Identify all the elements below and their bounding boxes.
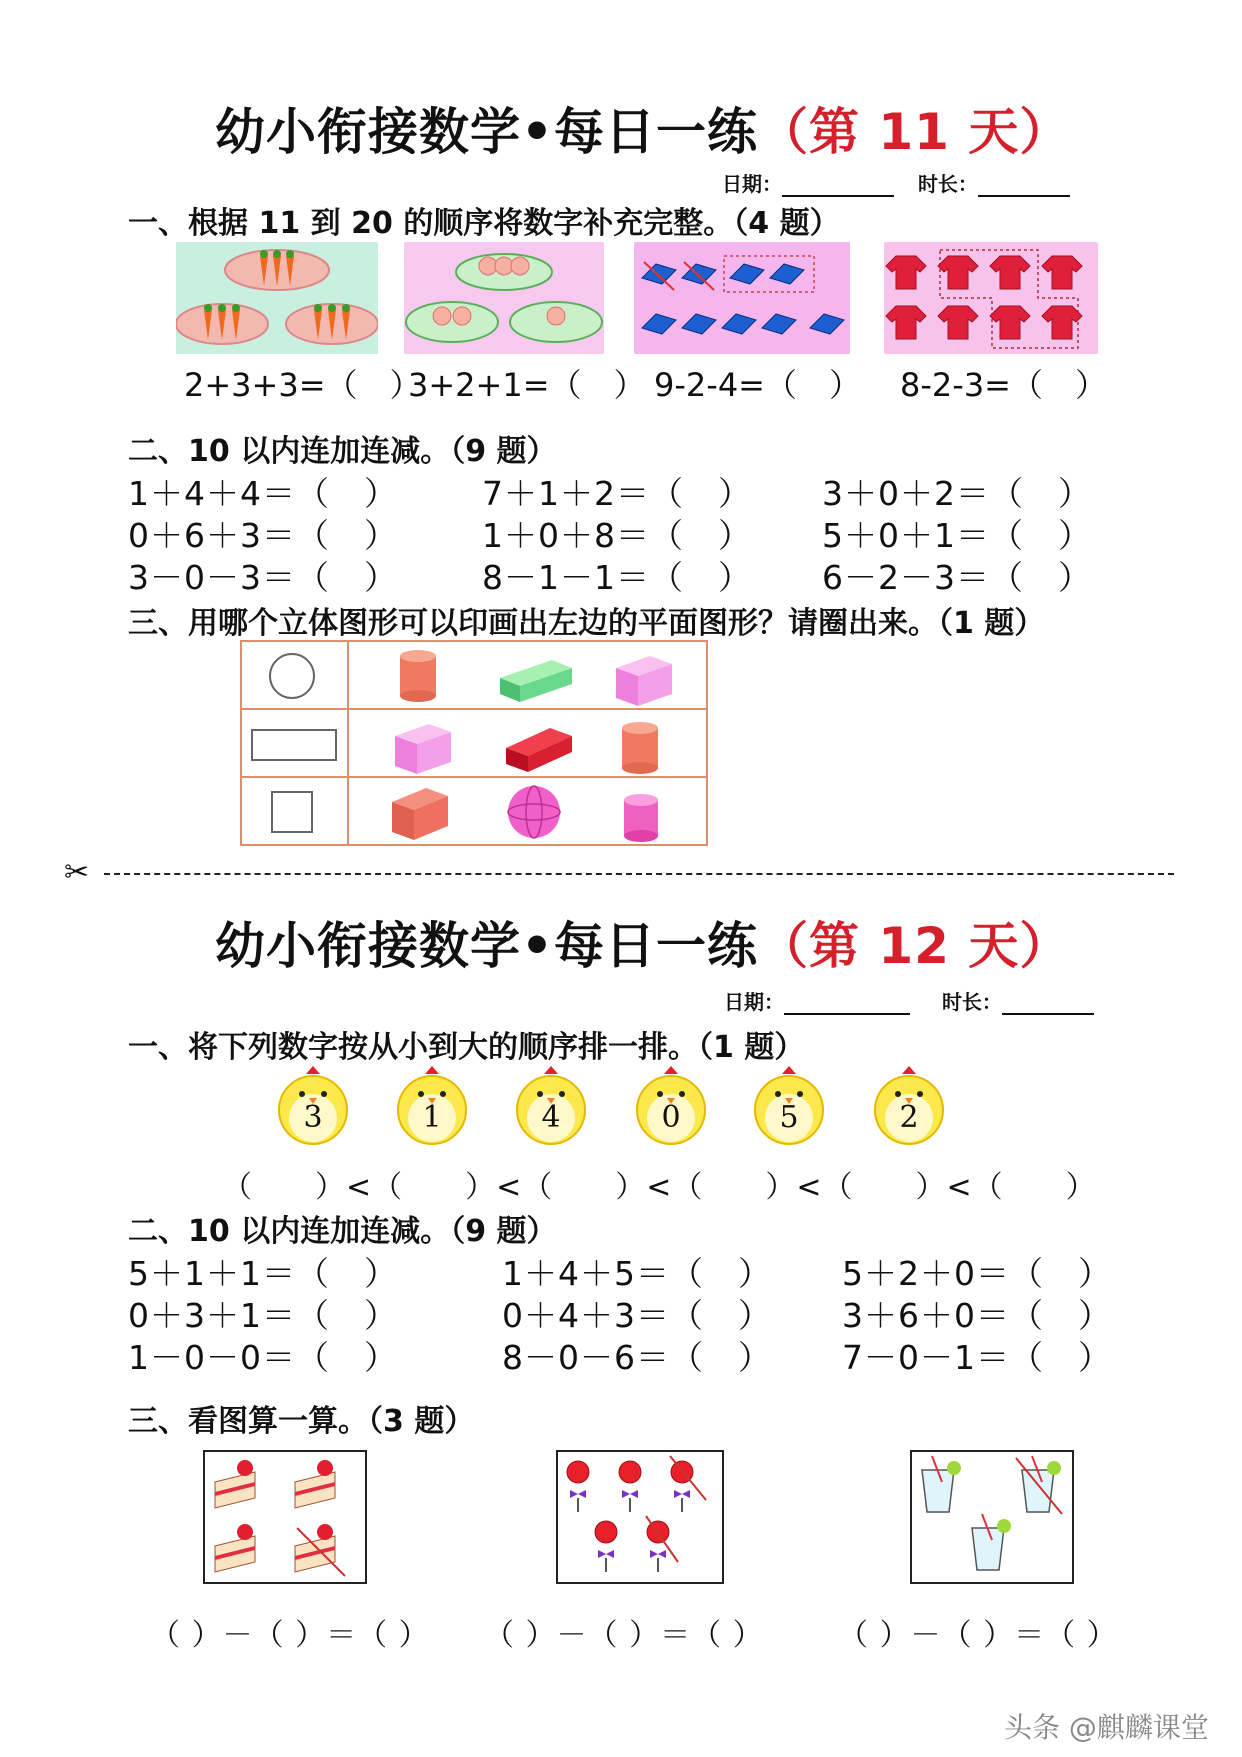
- dresses-picture: [884, 242, 1098, 354]
- chick-number-3: [276, 1064, 350, 1148]
- day12-order-line: （ ）<（ ）<（ ）<（ ）<（ ）<（ ）: [222, 1170, 1097, 1205]
- day12-section2-title: 二、10 以内连加连减。（9 题）: [128, 1214, 557, 1249]
- chick-number-2: [872, 1064, 946, 1148]
- title-main: 幼小衔接数学•每日一练: [215, 917, 758, 975]
- lollipops-picture: [556, 1450, 724, 1584]
- day12-s2-eq: 5＋1＋1＝（ ）: [128, 1254, 398, 1293]
- day11-s1-eq-1: 2+3+3=（ ）: [184, 366, 422, 404]
- chick-number-0: [634, 1064, 708, 1148]
- chick-number-4: [514, 1064, 588, 1148]
- title-day: （第 12 天）: [757, 917, 1071, 975]
- day11-section1-title: 一、根据 11 到 20 的顺序将数字补充完整。（4 题）: [128, 206, 840, 241]
- cut-line: [104, 873, 1174, 875]
- day11-s2-eq: 0＋6＋3＝（ ）: [128, 516, 398, 555]
- day11-s1-eq-3: 9-2-4=（ ）: [654, 366, 861, 404]
- day12-meta: [724, 986, 1094, 1015]
- chick-number-5: [752, 1064, 826, 1148]
- date-label: 日期：: [724, 990, 784, 1014]
- carrot-plates-picture: [176, 242, 378, 354]
- drinks-picture: [910, 1450, 1074, 1584]
- chick-number-label: 1: [422, 1100, 442, 1135]
- chick-number-label: 5: [779, 1100, 799, 1135]
- watermark: 头条 @麒麟课堂: [1004, 1711, 1209, 1744]
- day11-s2-eq: 1＋0＋8＝（ ）: [482, 516, 752, 555]
- date-field[interactable]: [784, 1013, 910, 1015]
- day12-s2-eq: 7－0－1＝（ ）: [842, 1338, 1112, 1377]
- cakes-picture: [203, 1450, 367, 1584]
- cakes-answer: （ ）－（ ）＝（ ）: [150, 1618, 430, 1653]
- peach-plates-picture: [404, 242, 604, 354]
- day12-s2-eq: 3＋6＋0＝（ ）: [842, 1296, 1112, 1335]
- chick-number-label: 3: [303, 1100, 323, 1135]
- day11-s2-eq: 7＋1＋2＝（ ）: [482, 474, 752, 513]
- lollipops-answer: （ ）－（ ）＝（ ）: [484, 1618, 764, 1653]
- title-day: （第 11 天）: [757, 103, 1071, 161]
- day12-s2-eq: 1＋4＋5＝（ ）: [502, 1254, 772, 1293]
- day11-s2-eq: 6－2－3＝（ ）: [822, 558, 1092, 597]
- drinks-answer: （ ）－（ ）＝（ ）: [838, 1618, 1118, 1653]
- title-main: 幼小衔接数学•每日一练: [215, 103, 758, 161]
- day11-s1-eq-2: 3+2+1=（ ）: [408, 366, 646, 404]
- day12-s2-eq: 8－0－6＝（ ）: [502, 1338, 772, 1377]
- day12-s2-eq: 0＋4＋3＝（ ）: [502, 1296, 772, 1335]
- day12-title: [215, 906, 1070, 978]
- chick-number-1: [395, 1064, 469, 1148]
- day11-meta: [722, 168, 1070, 197]
- books-picture: [634, 242, 850, 354]
- day11-s2-eq: 5＋0＋1＝（ ）: [822, 516, 1092, 555]
- day11-s2-eq: 3＋0＋2＝（ ）: [822, 474, 1092, 513]
- day11-title: [215, 92, 1070, 164]
- day11-section3-title: 三、用哪个立体图形可以印画出左边的平面图形？请圈出来。（1 题）: [128, 606, 1045, 641]
- day11-s2-eq: 1＋4＋4＝（ ）: [128, 474, 398, 513]
- day11-s2-eq: 3－0－3＝（ ）: [128, 558, 398, 597]
- day11-s2-eq: 8－1－1＝（ ）: [482, 558, 752, 597]
- day12-section1-title: 一、将下列数字按从小到大的顺序排一排。（1 题）: [128, 1030, 805, 1065]
- duration-label: 时长：: [917, 172, 978, 196]
- day12-s2-eq: 1－0－0＝（ ）: [128, 1338, 398, 1377]
- duration-field[interactable]: [1002, 1013, 1094, 1015]
- chick-number-label: 0: [661, 1100, 681, 1135]
- chick-number-label: 4: [541, 1100, 561, 1135]
- day11-section2-title: 二、10 以内连加连减。（9 题）: [128, 434, 557, 469]
- day12-s2-eq: 5＋2＋0＝（ ）: [842, 1254, 1112, 1293]
- duration-label: 时长：: [941, 990, 1002, 1014]
- date-label: 日期：: [722, 172, 782, 196]
- day12-section3-title: 三、看图算一算。（3 题）: [128, 1404, 475, 1439]
- shapes-table: [240, 640, 708, 846]
- date-field[interactable]: [782, 195, 894, 197]
- duration-field[interactable]: [978, 195, 1070, 197]
- scissors-icon: ✂: [64, 855, 90, 890]
- chick-number-label: 2: [899, 1100, 919, 1135]
- day12-s2-eq: 0＋3＋1＝（ ）: [128, 1296, 398, 1335]
- day11-s1-eq-4: 8-2-3=（ ）: [900, 366, 1107, 404]
